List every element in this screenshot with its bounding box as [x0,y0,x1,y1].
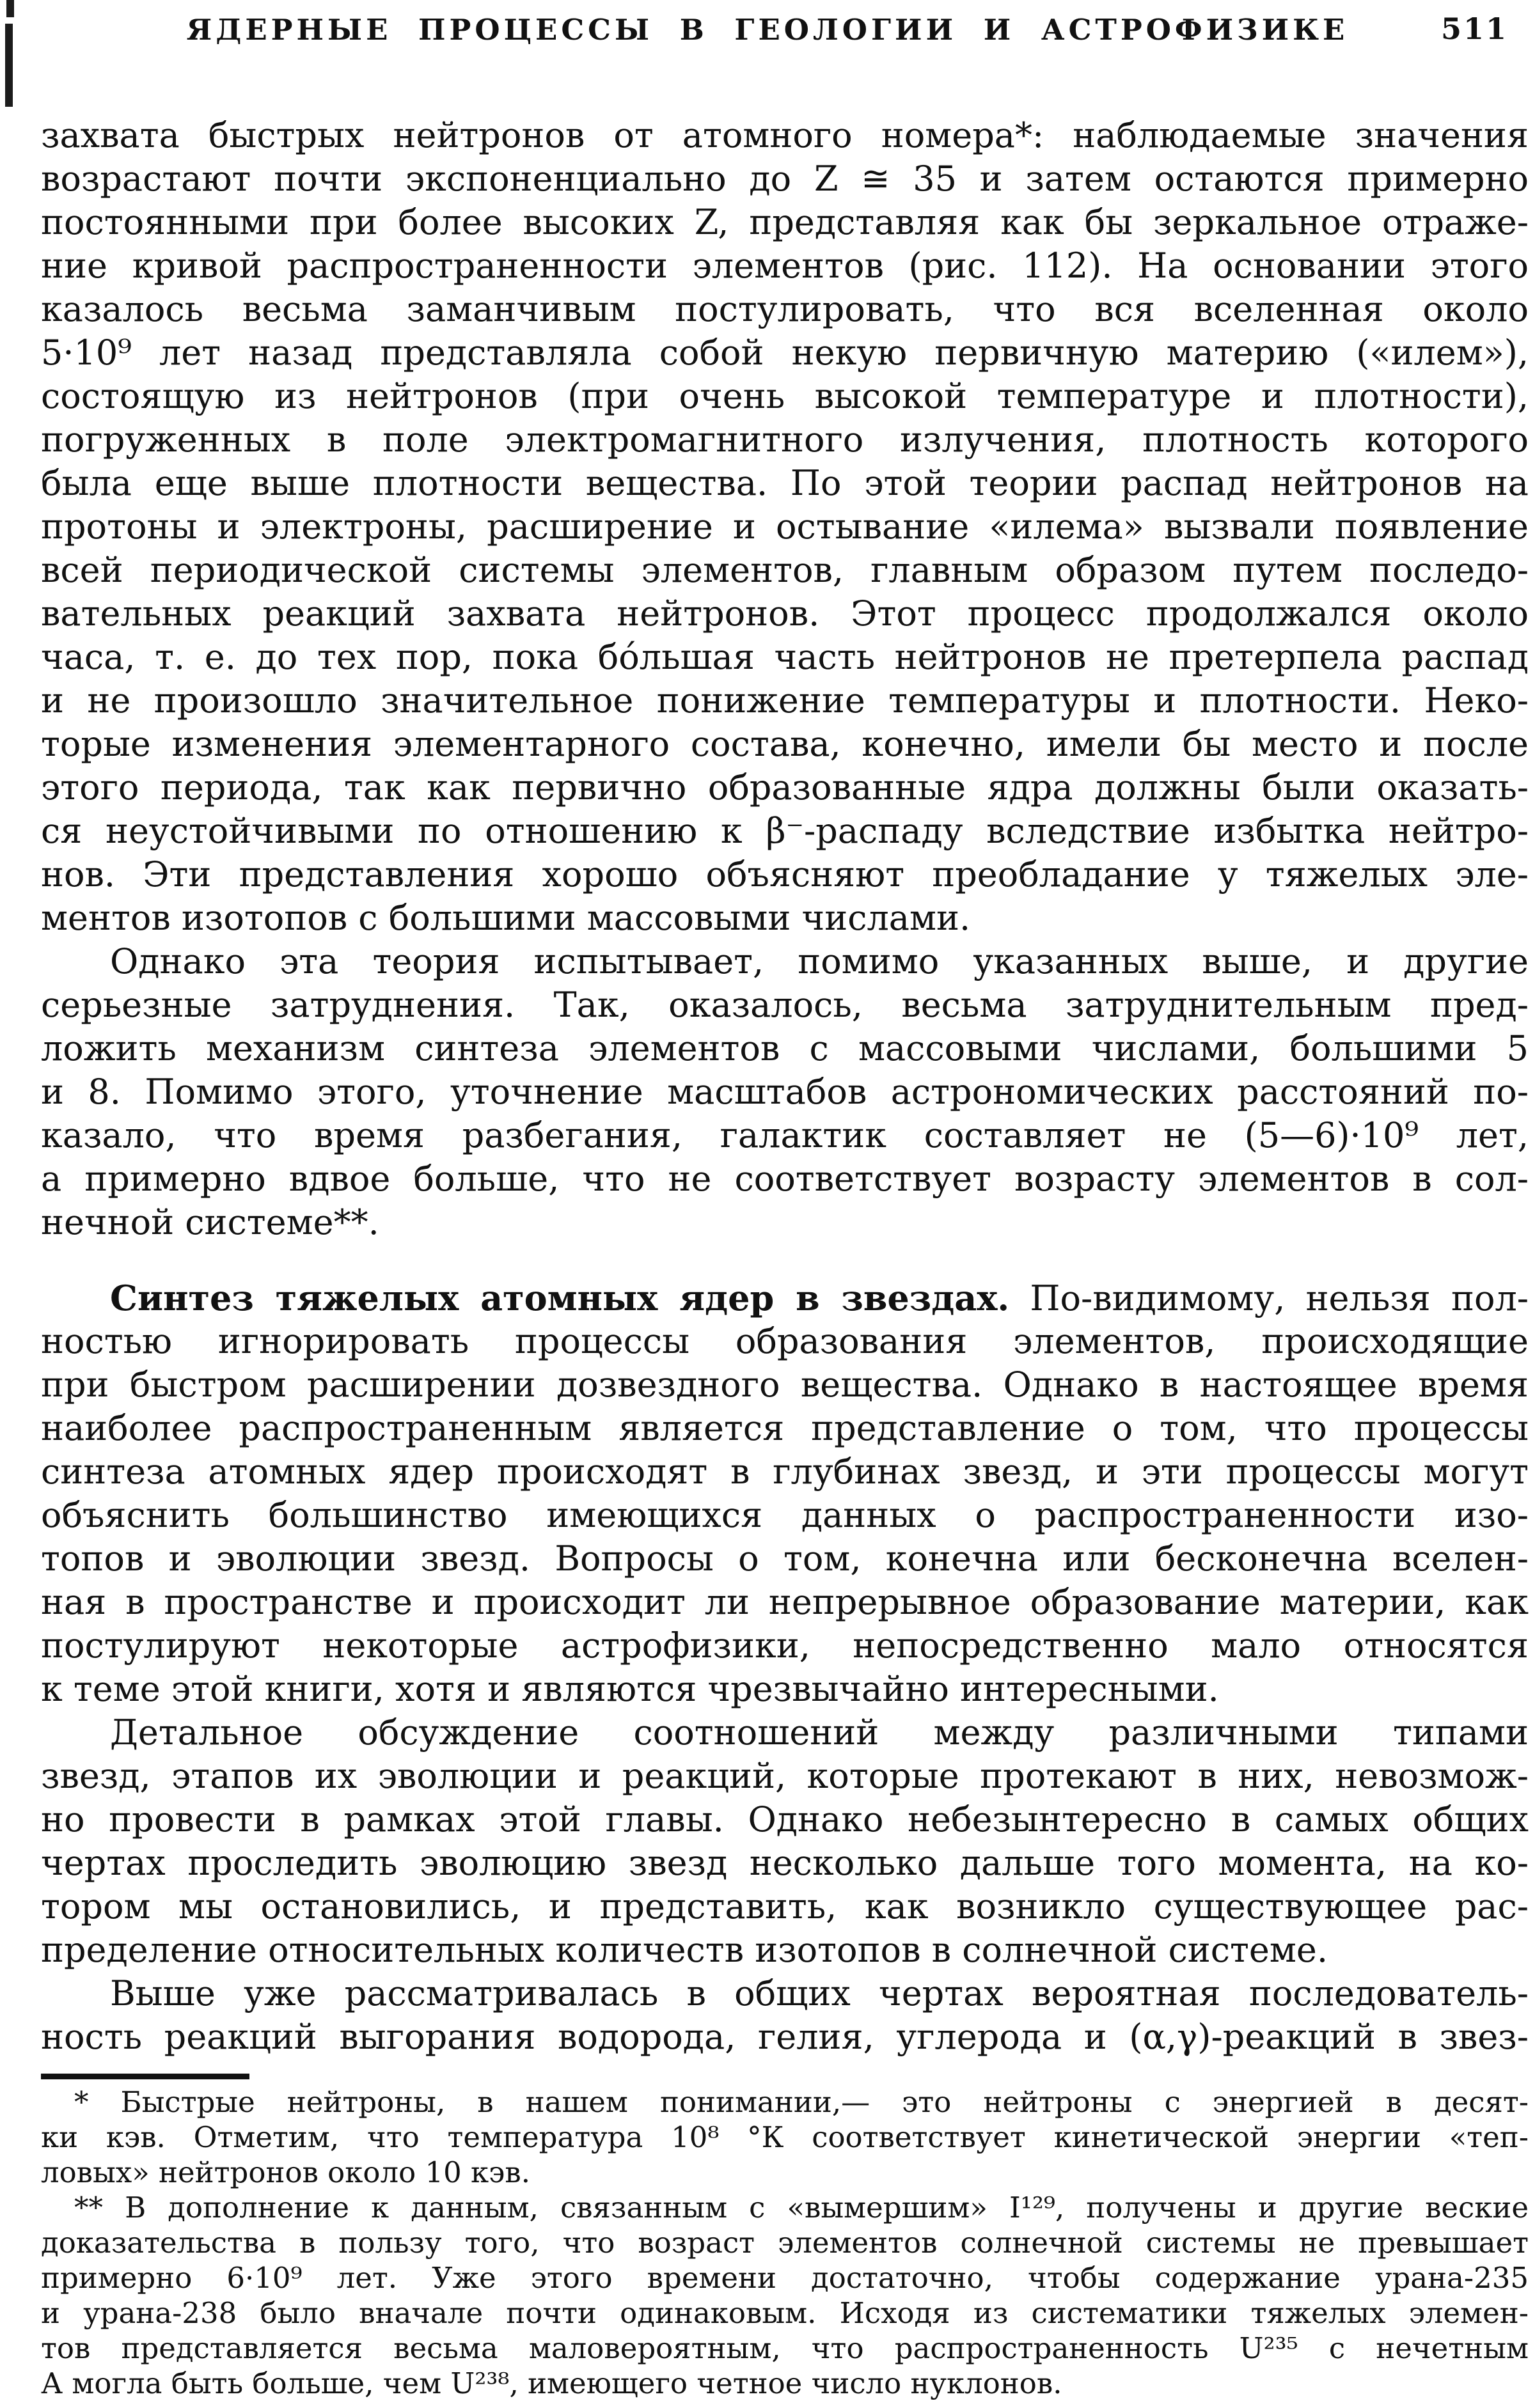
text-line: ная в пространстве и происходит ли непрерывное образование материи, как [41,1582,1529,1622]
text-line: ся неустойчивыми по отношению к β⁻-распаду вследствие избытка нейтро- [41,811,1529,851]
text-line: топов и эволюции звезд. Вопросы о том, конечна или бесконечна вселен- [41,1538,1529,1579]
text-line: ние кривой распространенности элементов (рис. 112). На основании этого [41,246,1529,286]
text-line: постулируют некоторые астрофизики, непосредственно мало относятся [41,1625,1529,1666]
text-line: возрастают почти экспоненциально до Z ≅ 35 и затем остаются примерно [41,159,1529,199]
text-line: звезд, этапов их эволюции и реакций, которые протекают в них, невозмож- [41,1756,1529,1796]
text-line: примерно 6·10⁹ лет. Уже этого времени достаточно, чтобы содержание урана-235 [41,2261,1529,2295]
text-line: но провести в рамках этой главы. Однако небезынтересно в самых общих [41,1799,1529,1840]
text-line: всей периодической системы элементов, главным образом путем последо- [41,550,1529,590]
footnote-rule [41,2074,249,2079]
text-line: ность реакций выгорания водорода, гелия, углерода и (α,γ)-реакций в звез- [41,2017,1529,2057]
text-line: 5·10⁹ лет назад представляла собой некую первичную материю («илем»), [41,332,1529,373]
paragraph-star-evolution [41,1711,1529,1972]
text-line: ложить механизм синтеза элементов с массовыми числами, большими 5 [41,1028,1529,1068]
footnotes [41,2084,1529,2401]
paragraph-burning-sequence [41,1972,1529,2059]
text-line: чертах проследить эволюцию звезд несколько дальше того момента, на ко- [41,1843,1529,1883]
text-line: постоянными при более высоких Z, представляя как бы зеркальное отраже- [41,202,1529,242]
text-line: а примерно вдвое больше, что не соответствует возрасту элементов в сол- [41,1159,1529,1199]
text-line: Детальное обсуждение соотношений между различными типами [110,1712,1529,1753]
text-line: ** В дополнение к данным, связанным с «вымершим» I¹²⁹, получены и другие веские [74,2191,1529,2224]
text-line: часа, т. е. до тех пор, пока бо́льшая часть нейтронов не претерпела распад [41,637,1529,677]
text-line: тов представляется весьма маловероятным, что распространенность U²³⁵ с нечетным [41,2331,1529,2365]
text-line: Выше уже рассматривалась в общих чертах вероятная последователь- [110,1973,1529,2013]
text-line: тором мы остановились, и представить, как возникло существующее рас- [41,1886,1529,1927]
section-heading-line [41,1276,1529,1320]
text-line: ки кэв. Отметим, что температура 10⁸ °К соответствует кинетической энергии «теп- [41,2120,1529,2154]
running-header: ЯДЕРНЫЕ ПРОЦЕССЫ В ГЕОЛОГИИ И АСТРОФИЗИКЕ [186,13,1349,47]
text-line: протоны и электроны, расширение и остывание «илема» вызвали появление [41,506,1529,547]
section-heading-rest: По-видимому, нельзя пол- [1009,1278,1529,1318]
section-heading: Синтез тяжелых атомных ядер в звездах. [110,1278,1010,1318]
footnote-fast-neutrons [41,2084,1529,2190]
page-number: 511 [1440,12,1508,46]
text-line: казало, что время разбегания, галактик составляет не (5—6)·10⁹ лет, [41,1115,1529,1155]
text-line: и 8. Помимо этого, уточнение масштабов астрономических расстояний по- [41,1072,1529,1112]
text-line: нов. Эти представления хорошо объясняют преобладание у тяжелых эле- [41,854,1529,895]
text-line: торые изменения элементарного состава, конечно, имели бы место и после [41,724,1529,764]
footnote-uranium-age [41,2190,1529,2401]
text-line: Однако эта теория испытывает, помимо указанных выше, и другие [110,941,1529,981]
text-line: и не произошло значительное понижение температуры и плотности. Неко- [41,680,1529,721]
body-text [41,114,1529,2059]
text-line: ностью игнорировать процессы образования элементов, происходящие [41,1321,1529,1361]
paragraph-neutron-capture [41,114,1529,940]
text-line: объяснить большинство имеющихся данных о распространенности изо- [41,1495,1529,1535]
text-line: при быстром расширении дозвездного вещества. Однако в настоящее время [41,1364,1529,1405]
text-line: ментов изотопов с большими массовыми числами. [41,898,971,938]
text-line: казалось весьма заманчивым постулировать, что вся вселенная около [41,289,1529,329]
text-line: * Быстрые нейтроны, в нашем понимании,— это нейтроны с энергией в десят- [74,2085,1529,2119]
text-line: пределение относительных количеств изотопов в солнечной системе. [41,1930,1328,1970]
text-line: состоящую из нейтронов (при очень высокой температуре и плотности), [41,376,1529,416]
text-line: вательных реакций захвата нейтронов. Этот процесс продолжался около [41,593,1529,634]
text-line: погруженных в поле электромагнитного излучения, плотность которого [41,419,1529,460]
text-line: А могла быть больше, чем U²³⁸, имеющего четное число нуклонов. [41,2366,1062,2400]
text-line: ловых» нейтронов около 10 кэв. [41,2155,530,2189]
text-line: наиболее распространенным является представление о том, что процессы [41,1408,1529,1448]
text-line: захвата быстрых нейтронов от атомного номера*: наблюдаемые значения [41,115,1529,155]
paragraph-synthesis-in-stars [41,1276,1529,1711]
text-line: серьезные затруднения. Так, оказалось, весьма затруднительным пред- [41,985,1529,1025]
text-line: нечной системе**. [41,1202,379,1242]
text-line: этого периода, так как первично образованные ядра должны были оказать- [41,767,1529,808]
text-line: была еще выше плотности вещества. По этой теории распад нейтронов на [41,463,1529,503]
text-line: доказательства в пользу того, что возраст элементов солнечной системы не превышает [41,2226,1529,2260]
text-line: синтеза атомных ядер происходят в глубинах звезд, и эти процессы могут [41,1451,1529,1492]
paragraph-theory-difficulties [41,940,1529,1244]
text-line: и урана-238 было вначале почти одинаковым. Исходя из систематики тяжелых элемен- [41,2296,1529,2330]
text-line: к теме этой книги, хотя и являются чрезвычайно интересными. [41,1669,1219,1709]
